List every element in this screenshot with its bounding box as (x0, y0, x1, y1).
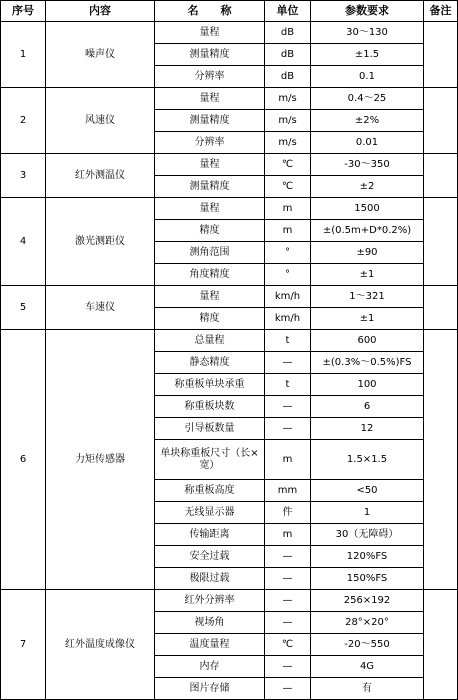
param-name: 量程 (155, 88, 265, 110)
param-name: 量程 (155, 22, 265, 44)
remark-cell (424, 88, 458, 154)
param-unit: — (265, 396, 311, 418)
param-unit: km/h (265, 286, 311, 308)
param-name: 极限过载 (155, 568, 265, 590)
param-value: 1 (311, 502, 424, 524)
param-unit: km/h (265, 308, 311, 330)
device-name: 噪声仪 (46, 22, 155, 88)
param-value: 有 (311, 678, 424, 700)
param-value: -30～350 (311, 154, 424, 176)
header-name: 名 称 (155, 1, 265, 22)
param-value: 0.01 (311, 132, 424, 154)
param-unit: t (265, 330, 311, 352)
param-name: 量程 (155, 198, 265, 220)
param-unit: m (265, 198, 311, 220)
param-unit: m/s (265, 110, 311, 132)
param-name: 静态精度 (155, 352, 265, 374)
row-number: 2 (1, 88, 46, 154)
param-unit: — (265, 656, 311, 678)
param-unit: — (265, 590, 311, 612)
param-name: 温度量程 (155, 634, 265, 656)
param-unit: t (265, 374, 311, 396)
param-name: 分辨率 (155, 132, 265, 154)
param-value: ±(0.3%～0.5%)FS (311, 352, 424, 374)
header-unit: 单位 (265, 1, 311, 22)
remark-cell (424, 330, 458, 590)
param-value: 256×192 (311, 590, 424, 612)
header-no: 序号 (1, 1, 46, 22)
param-name: 测量精度 (155, 110, 265, 132)
table-row (1, 88, 458, 110)
param-name: 内存 (155, 656, 265, 678)
param-unit: — (265, 568, 311, 590)
row-number: 6 (1, 330, 46, 590)
param-unit: 件 (265, 502, 311, 524)
param-name: 测量精度 (155, 176, 265, 198)
device-name: 车速仪 (46, 286, 155, 330)
param-name: 引导板数量 (155, 418, 265, 440)
param-value: ±(0.5m+D*0.2%) (311, 220, 424, 242)
param-name: 测角范围 (155, 242, 265, 264)
param-unit: — (265, 546, 311, 568)
param-unit: m (265, 440, 311, 480)
param-name: 视场角 (155, 612, 265, 634)
param-unit: — (265, 678, 311, 700)
param-name: 量程 (155, 286, 265, 308)
param-name: 称重板块数 (155, 396, 265, 418)
param-name: 精度 (155, 308, 265, 330)
param-name: 传输距离 (155, 524, 265, 546)
param-value: 1～321 (311, 286, 424, 308)
param-unit: ℃ (265, 634, 311, 656)
param-unit: — (265, 352, 311, 374)
remark-cell (424, 286, 458, 330)
param-value: ±2% (311, 110, 424, 132)
row-number: 1 (1, 22, 46, 88)
param-name: 角度精度 (155, 264, 265, 286)
param-value: 150%FS (311, 568, 424, 590)
table-row (1, 590, 458, 612)
param-value: 0.4～25 (311, 88, 424, 110)
param-name: 安全过载 (155, 546, 265, 568)
remark-cell (424, 154, 458, 198)
table-body (1, 22, 458, 700)
param-name: 量程 (155, 154, 265, 176)
param-unit: m (265, 220, 311, 242)
header-content: 内容 (46, 1, 155, 22)
param-unit: — (265, 612, 311, 634)
device-name: 激光测距仪 (46, 198, 155, 286)
header-remark: 备注 (424, 1, 458, 22)
param-unit: dB (265, 22, 311, 44)
param-value: 6 (311, 396, 424, 418)
param-value: ±2 (311, 176, 424, 198)
table-row (1, 330, 458, 352)
param-unit: m (265, 524, 311, 546)
param-value: 30（无障碍） (311, 524, 424, 546)
row-number: 4 (1, 198, 46, 286)
row-number: 7 (1, 590, 46, 700)
param-value: 28°×20° (311, 612, 424, 634)
header-param: 参数要求 (311, 1, 424, 22)
param-value: 0.1 (311, 66, 424, 88)
remark-cell (424, 22, 458, 88)
table-row (1, 198, 458, 220)
param-name: 红外分辨率 (155, 590, 265, 612)
param-unit: ℃ (265, 154, 311, 176)
table-row (1, 154, 458, 176)
param-value: -20～550 (311, 634, 424, 656)
param-name: 图片存储 (155, 678, 265, 700)
param-name: 总量程 (155, 330, 265, 352)
param-value: 30～130 (311, 22, 424, 44)
device-name: 力矩传感器 (46, 330, 155, 590)
param-name: 测量精度 (155, 44, 265, 66)
param-unit: mm (265, 480, 311, 502)
table-row (1, 22, 458, 44)
param-value: ±1 (311, 264, 424, 286)
device-name: 红外温度成像仪 (46, 590, 155, 700)
param-name: 单块称重板尺寸（长×宽） (155, 440, 265, 480)
param-name: 称重板高度 (155, 480, 265, 502)
param-value: ±90 (311, 242, 424, 264)
param-name: 无线显示器 (155, 502, 265, 524)
row-number: 5 (1, 286, 46, 330)
param-value: 120%FS (311, 546, 424, 568)
param-value: 100 (311, 374, 424, 396)
param-value: 12 (311, 418, 424, 440)
param-unit: m/s (265, 132, 311, 154)
param-value: ±1 (311, 308, 424, 330)
param-unit: dB (265, 44, 311, 66)
device-name: 风速仪 (46, 88, 155, 154)
param-name: 分辨率 (155, 66, 265, 88)
param-value: 4G (311, 656, 424, 678)
param-unit: — (265, 418, 311, 440)
header-row (1, 1, 458, 22)
param-value: ±1.5 (311, 44, 424, 66)
param-unit: ° (265, 242, 311, 264)
param-name: 精度 (155, 220, 265, 242)
remark-cell (424, 590, 458, 700)
param-value: 600 (311, 330, 424, 352)
param-name: 称重板单块承重 (155, 374, 265, 396)
param-value: 1.5×1.5 (311, 440, 424, 480)
remark-cell (424, 198, 458, 286)
param-unit: ° (265, 264, 311, 286)
param-value: 1500 (311, 198, 424, 220)
param-unit: m/s (265, 88, 311, 110)
table-row (1, 286, 458, 308)
row-number: 3 (1, 154, 46, 198)
param-unit: ℃ (265, 176, 311, 198)
param-value: <50 (311, 480, 424, 502)
param-unit: dB (265, 66, 311, 88)
device-name: 红外测温仪 (46, 154, 155, 198)
